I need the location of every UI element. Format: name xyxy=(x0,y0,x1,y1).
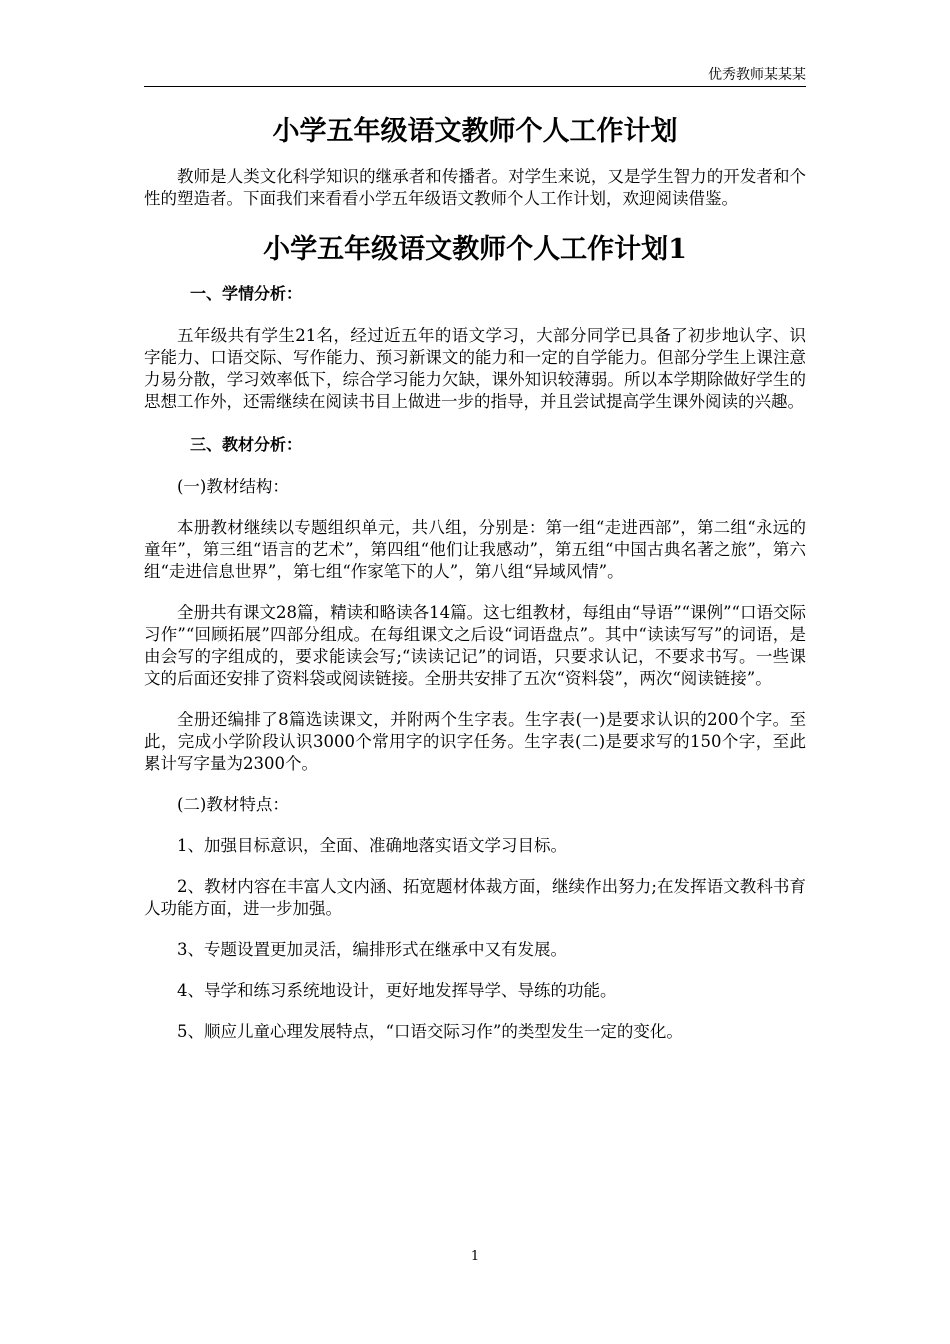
paragraph-feature-4: 4、导学和练习系统地设计，更好地发挥导学、导练的功能。 xyxy=(177,981,617,1000)
paragraph-feature-3: 3、专题设置更加灵活，编排形式在继承中又有发展。 xyxy=(177,940,567,959)
header-rule xyxy=(144,86,806,87)
paragraph-characters: 全册还编排了8篇选读课文，并附两个生字表。生字表(一)是要求认识的200个字。至此，完成小学阶段认识3000个常用字的识字任务。生字表(二)是要求写的150个字，至此累计写字量为2300个。 xyxy=(144,710,806,773)
section-heading: 小学五年级语文教师个人工作计划1 xyxy=(263,234,687,265)
intro-paragraph: 教师是人类文化科学知识的继承者和传播者。对学生来说，又是学生智力的开发者和个性的塑造者。下面我们来看看小学五年级语文教师个人工作计划，欢迎阅读借鉴。 xyxy=(144,167,806,208)
subheading-student-analysis: 一、学情分析： xyxy=(190,284,303,303)
paragraph-structure-label: (一)教材结构： xyxy=(177,477,289,496)
paragraph-feature-5: 5、顺应儿童心理发展特点，“口语交际习作”的类型发生一定的变化。 xyxy=(177,1022,683,1041)
paragraph-feature-1: 1、加强目标意识，全面、准确地落实语文学习目标。 xyxy=(177,836,567,855)
paragraph-units: 本册教材继续以专题组织单元，共八组，分别是：第一组“走进西部”，第二组“永远的童年”，第三组“语言的艺术”，第四组“他们让我感动”，第五组“中国古典名著之旅”，第六组“走进信息世界”，第七组“作家笔下的人”，第八组“异域风情”。 xyxy=(144,518,806,581)
subheading-textbook-analysis: 三、教材分析： xyxy=(190,435,303,454)
document-title: 小学五年级语文教师个人工作计划 xyxy=(272,116,678,147)
paragraph-feature-2: 2、教材内容在丰富人文内涵、拓宽题材体裁方面，继续作出努力;在发挥语文教科书育人功能方面，进一步加强。 xyxy=(144,877,806,918)
page-number: 1 xyxy=(470,1249,480,1264)
paragraph-lessons: 全册共有课文28篇，精读和略读各14篇。这七组教材，每组由“导语”“课例”“口语交际习作”“回顾拓展”四部分组成。在每组课文之后设“词语盘点”。其中“读读写写”的词语，是由会写的字组成的，要求能读会写;“读读记记”的词语，只要求认记，不要求书写。一些课文的后面还安排了资料袋或阅读链接。全册共安排了五次“资料袋”，两次“阅读链接”。 xyxy=(144,603,806,688)
header-author: 优秀教师某某某 xyxy=(708,67,806,83)
paragraph-student-analysis: 五年级共有学生21名，经过近五年的语文学习，大部分同学已具备了初步地认字、识字能力、口语交际、写作能力、预习新课文的能力和一定的自学能力。但部分学生上课注意力易分散，学习效率低下，综合学习能力欠缺，课外知识较薄弱。所以本学期除做好学生的思想工作外，还需继续在阅读书目上做进一步的指导，并且尝试提高学生课外阅读的兴趣。 xyxy=(144,326,806,411)
document-body xyxy=(144,110,806,1062)
paragraph-features-label: (二)教材特点： xyxy=(177,795,289,814)
